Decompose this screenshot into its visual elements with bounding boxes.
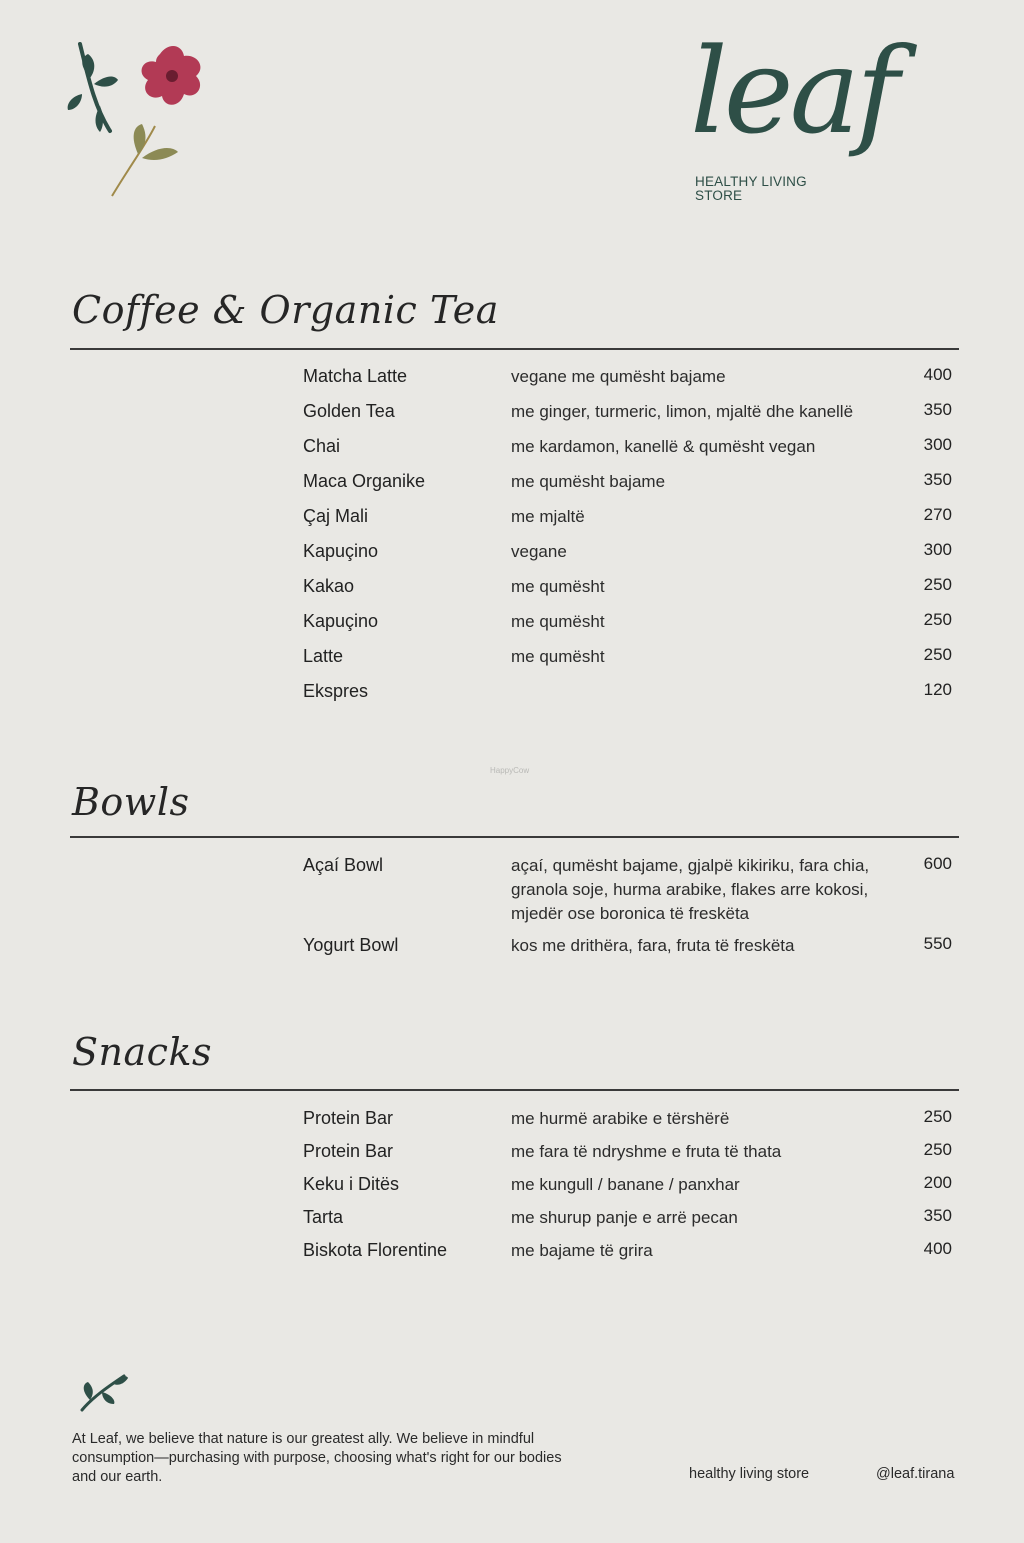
section-divider	[70, 348, 959, 350]
section-divider	[70, 836, 959, 838]
menu-item-description: me ginger, turmeric, limon, mjaltë dhe kanellë	[511, 402, 854, 421]
menu-item-price: 400	[923, 365, 952, 384]
footer-tagline: healthy living store	[689, 1466, 810, 1482]
menu-item-description: me mjaltë	[511, 507, 585, 526]
menu-item-name: Açaí Bowl	[303, 855, 384, 875]
section-title: Snacks	[72, 1030, 212, 1074]
menu-item-price: 350	[923, 470, 952, 489]
menu-item-name: Yogurt Bowl	[303, 935, 399, 955]
menu-item-price: 250	[923, 1140, 952, 1159]
menu-item-description: me kungull / banane / panxhar	[511, 1175, 740, 1194]
menu-item-name: Ekspres	[303, 681, 369, 701]
menu-item-name: Tarta	[303, 1207, 344, 1227]
section-divider	[70, 1089, 959, 1091]
section-title: Bowls	[72, 780, 190, 824]
menu-item-description: me shurup panje e arrë pecan	[511, 1208, 738, 1227]
menu-item-description: me qumësht	[511, 577, 605, 596]
menu-item-name: Chai	[303, 436, 341, 456]
menu-item-price: 550	[923, 934, 952, 953]
menu-item-price: 600	[923, 854, 952, 873]
menu-item-price: 200	[923, 1173, 952, 1192]
flower-illustration-icon	[60, 36, 230, 206]
menu-item-price: 350	[923, 1206, 952, 1225]
leaf-sprig-icon	[72, 1370, 132, 1415]
menu-item-name: Keku i Ditës	[303, 1174, 400, 1194]
menu-item-name: Golden Tea	[303, 401, 395, 421]
menu-item-description: me bajame të grira	[511, 1241, 653, 1260]
menu-item-description: vegane me qumësht bajame	[511, 367, 726, 386]
menu-item-description: açaí, qumësht bajame, gjalpë kikiriku, fara chia, granola soje, hurma arabike, flakes arre kokosi, mjedër ose boronica të freskëta	[511, 856, 870, 923]
brand-logo	[690, 22, 970, 252]
menu-item-price: 120	[923, 680, 952, 699]
menu-item-price: 250	[923, 610, 952, 629]
menu-item-price: 350	[923, 400, 952, 419]
menu-item-description: me qumësht bajame	[511, 472, 666, 491]
menu-item-name: Kakao	[303, 576, 355, 596]
menu-item-description: kos me drithëra, fara, fruta të freskëta	[511, 936, 795, 955]
menu-item-price: 300	[923, 435, 952, 454]
menu-item-name: Protein Bar	[303, 1141, 394, 1161]
footer-statement: At Leaf, we believe that nature is our greatest ally. We believe in mindful consumption—purchasing with purpose, choosing what's right for our bodies and our earth.	[72, 1431, 562, 1485]
menu-item-name: Latte	[303, 646, 344, 666]
menu-item-price: 300	[923, 540, 952, 559]
logo-tagline: HEALTHY LIVING STORE	[695, 174, 807, 203]
menu-item-description: me qumësht	[511, 647, 605, 666]
menu-item-description: me qumësht	[511, 612, 605, 631]
menu-item-price: 270	[923, 505, 952, 524]
logo-wordmark: leaf	[690, 22, 896, 160]
watermark-text: HappyCow	[490, 766, 530, 775]
menu-item-name: Biskota Florentine	[303, 1240, 448, 1260]
section-title: Coffee & Organic Tea	[72, 288, 499, 332]
menu-item-description: me kardamon, kanellë & qumësht vegan	[511, 437, 816, 456]
menu-item-name: Kapuçino	[303, 541, 379, 561]
menu-item-name: Kapuçino	[303, 611, 379, 631]
menu-item-price: 250	[923, 1107, 952, 1126]
menu-item-name: Maca Organike	[303, 471, 426, 491]
menu-item-name: Protein Bar	[303, 1108, 394, 1128]
menu-item-description: me hurmë arabike e tërshërë	[511, 1109, 730, 1128]
menu-item-price: 400	[923, 1239, 952, 1258]
instagram-handle[interactable]: @leaf.tirana	[876, 1466, 955, 1482]
menu-item-price: 250	[923, 575, 952, 594]
menu-item-name: Çaj Mali	[303, 506, 369, 526]
menu-item-price: 250	[923, 645, 952, 664]
menu-item-description: vegane	[511, 542, 567, 561]
menu-item-description: me fara të ndryshme e fruta të thata	[511, 1142, 782, 1161]
menu-item-name: Matcha Latte	[303, 366, 408, 386]
